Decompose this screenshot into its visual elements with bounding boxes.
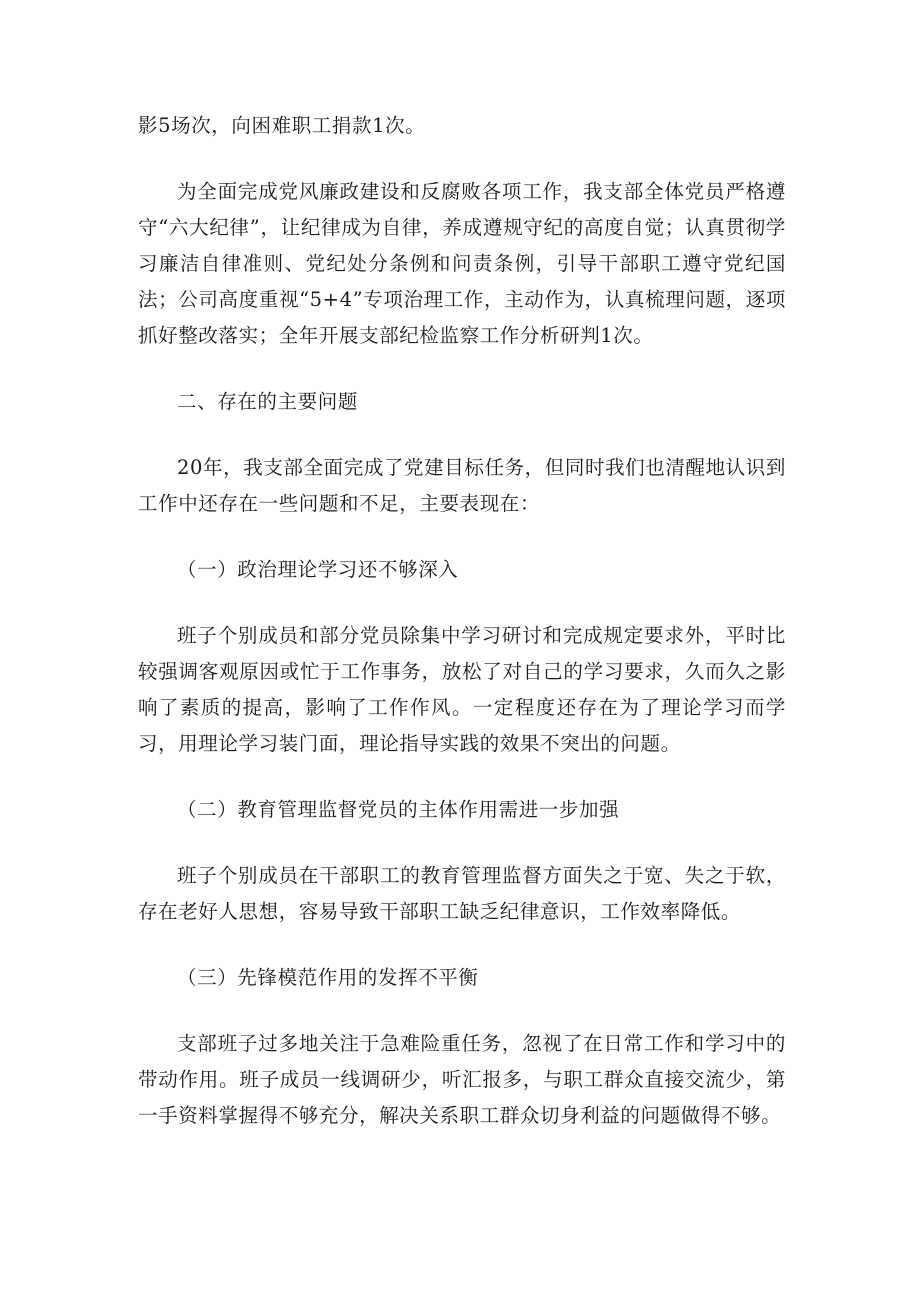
paragraph-supervision: 班子个别成员在干部职工的教育管理监督方面失之于宽、失之于软，存在老好人思想，容易导致干部职工缺乏纪律意识，工作效率降低。 (138, 864, 786, 923)
paragraph-discipline: 为全面完成党风廉政建设和反腐败各项工作，我支部全体党员严格遵守“六大纪律”，让纪律成为自律，养成遵规守纪的高度自觉；认真贯彻学习廉洁自律准则、党纪处分条例和问责条例，引导干部职工遵守党纪国法；公司高度重视“5+4”专项治理工作，主动作为，认真梳理问题，逐项抓好整改落实；全年开展支部纪检监察工作分析研判1次。 (138, 180, 786, 347)
subheading-theory-study: （一）政治理论学习还不够深入 (177, 558, 459, 581)
paragraph-continuation: 影5场次，向困难职工捐款1次。 (138, 114, 426, 137)
section-heading-main-problems: 二、存在的主要问题 (177, 390, 358, 413)
subheading-vanguard-role: （三）先锋模范作用的发挥不平衡 (177, 966, 479, 989)
paragraph-problems-intro: 20年，我支部全面完成了党建目标任务，但同时我们也清醒地认识到工作中还存在一些问题和不足，主要表现在： (138, 456, 786, 515)
subheading-supervision: （二）教育管理监督党员的主体作用需进一步加强 (177, 798, 620, 821)
paragraph-vanguard-role: 支部班子过多地关注于急难险重任务，忽视了在日常工作和学习中的带动作用。班子成员一线调研少，听汇报多，与职工群众直接交流少，第一手资料掌握得不够充分，解决关系职工群众切身利益的问题做得不够。 (138, 1032, 786, 1127)
document-body (138, 108, 786, 1134)
paragraph-theory-study: 班子个别成员和部分党员除集中学习研讨和完成规定要求外，平时比较强调客观原因或忙于工作事务，放松了对自己的学习要求，久而久之影响了素质的提高，影响了工作作风。一定程度还存在为了理论学习而学习，用理论学习装门面，理论指导实践的效果不突出的问题。 (138, 624, 786, 755)
